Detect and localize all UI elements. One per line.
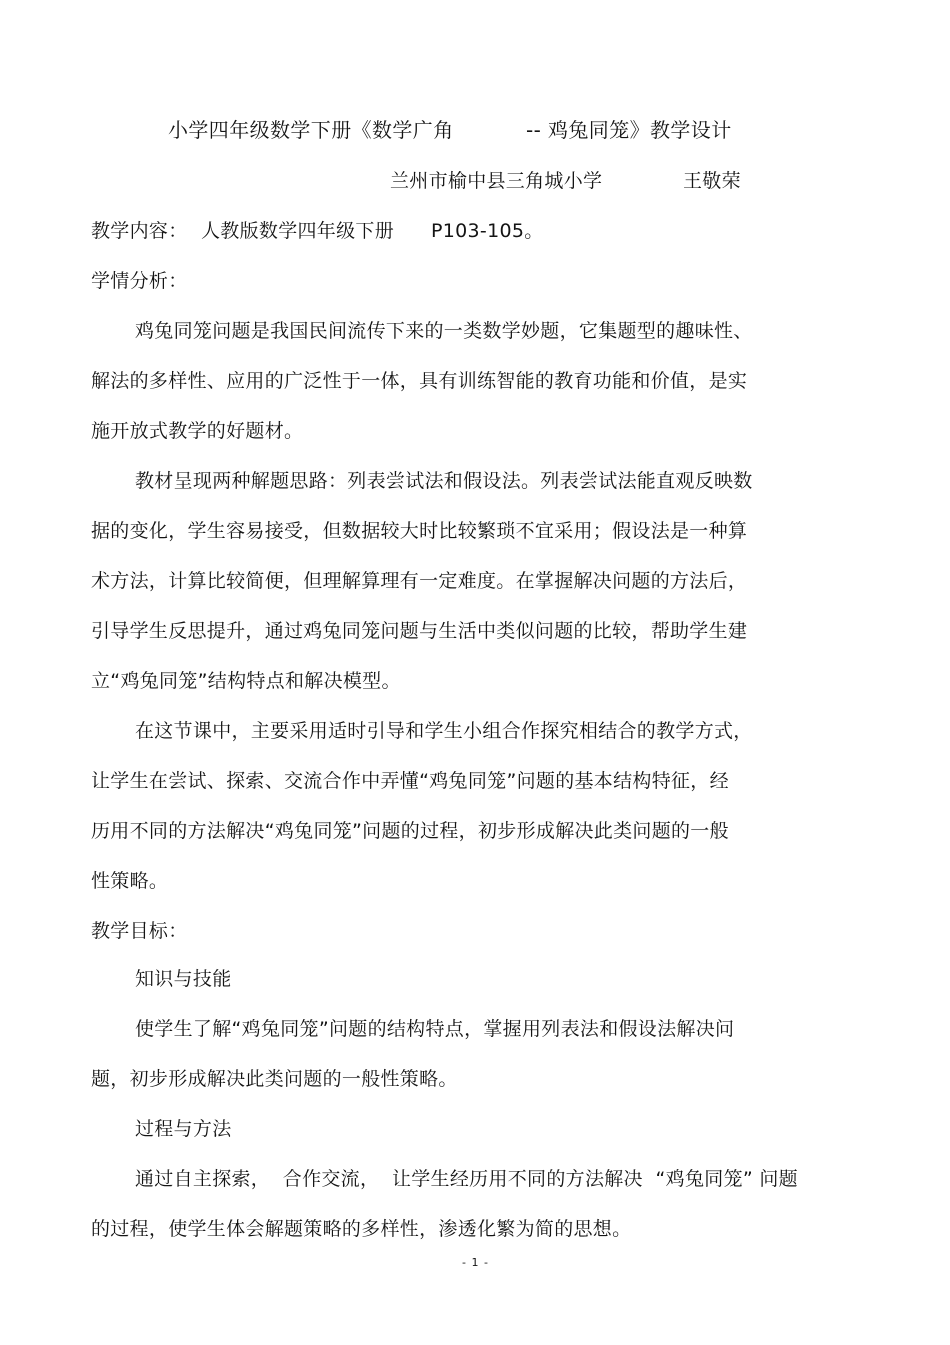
analysis-heading: 学情分析： xyxy=(91,270,188,292)
knowledge-heading: 知识与技能 xyxy=(135,968,232,990)
paragraph-line: 引导学生反思提升，通过鸡兔同笼问题与生活中类似问题的比较，帮助学生建 xyxy=(91,620,748,642)
paragraph-line: 施开放式教学的好题材。 xyxy=(91,420,304,442)
paragraph-line: 解法的多样性、应用的广泛性于一体，具有训练智能的教育功能和价值，是实 xyxy=(91,370,748,392)
paragraph-line: 术方法，计算比较简便，但理解算理有一定难度。在掌握解决问题的方法后， xyxy=(91,570,748,592)
paragraph-line: 鸡兔同笼问题是我国民间流传下来的一类数学妙题，它集题型的趣味性、 xyxy=(135,320,753,342)
paragraph-line: 通过自主探索， 合作交流， 让学生经历用不同的方法解决 “鸡兔同笼” 问题 xyxy=(135,1168,798,1190)
paragraph-line: 的过程，使学生体会解题策略的多样性，渗透化繁为简的思想。 xyxy=(91,1218,632,1240)
paragraph-line: 性策略。 xyxy=(91,870,169,892)
paragraph-line: 历用不同的方法解决“鸡兔同笼”问题的过程，初步形成解决此类问题的一般 xyxy=(91,820,729,842)
paragraph-line: 使学生了解“鸡兔同笼”问题的结构特点，掌握用列表法和假设法解决问 xyxy=(135,1018,735,1040)
paragraph-line: 据的变化，学生容易接受，但数据较大时比较繁琐不宜采用；假设法是一种算 xyxy=(91,520,748,542)
paragraph-line: 让学生在尝试、探索、交流合作中弄懂“鸡兔同笼”问题的基本结构特征，经 xyxy=(91,770,729,792)
content-label: 教学内容： xyxy=(91,220,188,242)
document-title-left: 小学四年级数学下册《数学广角 xyxy=(168,118,454,142)
paragraph-line: 题，初步形成解决此类问题的一般性策略。 xyxy=(91,1068,458,1090)
author-school: 兰州市榆中县三角城小学 xyxy=(390,170,603,192)
paragraph-line: 在这节课中，主要采用适时引导和学生小组合作探究相结合的教学方式， xyxy=(135,720,753,742)
author-name: 王敬荣 xyxy=(683,170,741,192)
process-heading: 过程与方法 xyxy=(135,1118,232,1140)
document-title-right: -- 鸡兔同笼》教学设计 xyxy=(526,118,732,142)
content-pages: P103-105。 xyxy=(431,220,544,242)
paragraph-line: 立“鸡兔同笼”结构特点和解决模型。 xyxy=(91,670,401,692)
goals-heading: 教学目标： xyxy=(91,920,188,942)
page-number: - 1 - xyxy=(462,1256,489,1269)
paragraph-line: 教材呈现两种解题思路：列表尝试法和假设法。列表尝试法能直观反映数 xyxy=(135,470,753,492)
content-text: 人教版数学四年级下册 xyxy=(201,220,395,242)
